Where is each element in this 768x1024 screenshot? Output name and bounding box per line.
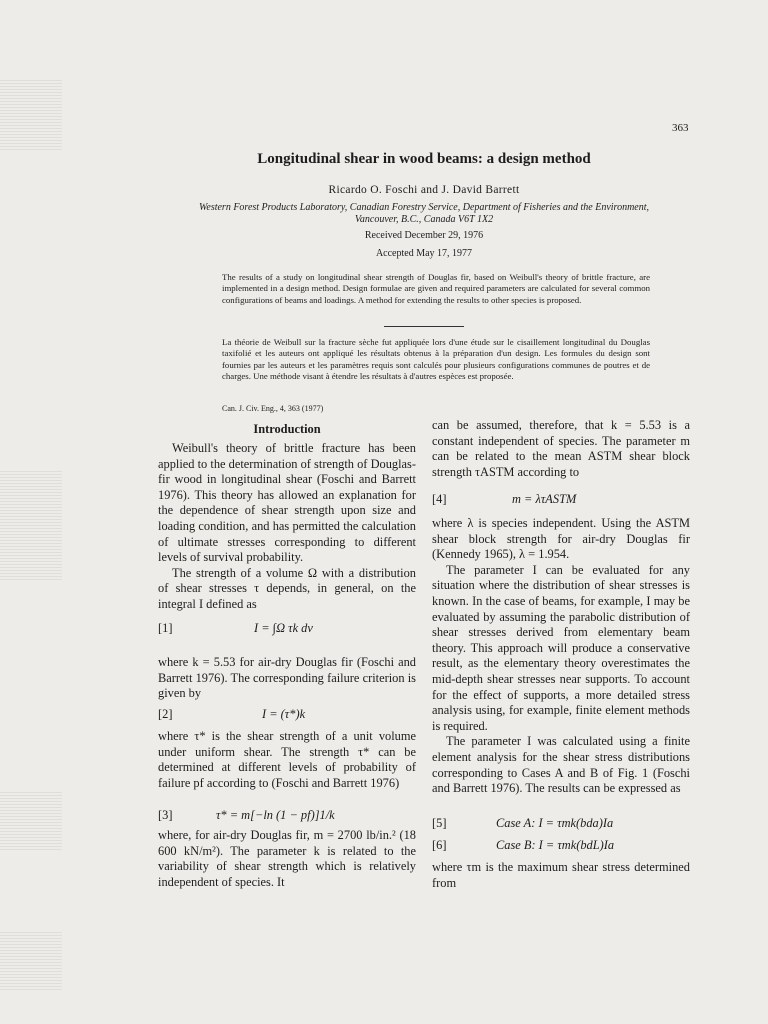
introduction-heading: Introduction (253, 422, 321, 436)
equation-4-number: [4] (432, 492, 447, 506)
equation-6-body: Case B: I = τmk(bdL)Ia (496, 838, 615, 852)
equation-5 (432, 816, 690, 836)
right-paragraph-4: The parameter I was calculated using a finite element analysis for the shear stress distributions corresponding to Cases A and B of Fig. 1 (Foschi and Barrett 1976). The results can be expressed as (432, 734, 690, 796)
left-paragraph-4-block (158, 729, 416, 791)
equation-2-number: [2] (158, 707, 173, 721)
left-paragraph-1: Weibull's theory of brittle fracture has been applied to the determination of strength of Douglas-fir wood in longitudinal shear (Foschi and Barrett 1976). This theory has allowed an explanation for the dependence of shear strength upon size and loading condition, and has permitted the calculation of ultimate stresses corresponding to different levels of survival probability. (158, 441, 416, 565)
left-paragraph-2: The strength of a volume Ω with a distribution of shear stresses τ depends, in general, on the integral I defined as (158, 565, 416, 611)
left-paragraph-3: where k = 5.53 for air-dry Douglas fir (Foschi and Barrett 1976). The corresponding failure criterion is given by (158, 655, 416, 701)
equation-1-number: [1] (158, 621, 173, 635)
paper-title: Longitudinal shear in wood beams: a design method (257, 151, 591, 167)
equation-5-number: [5] (432, 816, 447, 830)
equation-1 (158, 621, 416, 641)
scan-edge-low (0, 790, 62, 850)
equation-4 (432, 492, 690, 512)
equation-3-body: τ* = m[−ln (1 − pf)]1/k (216, 808, 335, 822)
scan-edge-mid (0, 470, 62, 580)
equation-6 (432, 838, 690, 858)
right-paragraph-5-block (432, 860, 690, 891)
accepted-date: Accepted May 17, 1977 (375, 248, 473, 259)
right-paragraph-5: where τm is the maximum shear stress determined from (432, 860, 690, 890)
scan-edge-bottom (0, 930, 62, 990)
equation-2 (158, 707, 416, 727)
left-paragraph-3-block (158, 655, 416, 702)
journal-citation: Can. J. Civ. Eng., 4, 363 (1977) (222, 404, 324, 413)
right-paragraph-3: The parameter I can be evaluated for any situation where the distribution of shear stresses is known. In the case of beams, for example, I may be evaluated by assuming the parabolic distribution of shear stresses derived from elementary beam theory. This approach will produce a conservative result, as the elementary theory overestimates the mid-depth shear stresses near supports. To account for the effect of supports, a more detailed stress analysis using, for example, finite element methods is required. (432, 562, 690, 733)
right-column-middle (432, 516, 690, 797)
left-paragraph-5-block (158, 828, 416, 890)
equation-4-body: m = λτASTM (512, 492, 577, 506)
abstract-divider (384, 326, 464, 327)
equation-1-body: I = ∫Ω τk dv (254, 621, 313, 635)
right-paragraph-1: can be assumed, therefore, that k = 5.53 is a constant independent of species. The parameter m can be related to the mean ASTM shear block strength τASTM according to (432, 418, 690, 479)
affiliation-line-2: Vancouver, B.C., Canada V6T 1X2 (354, 214, 494, 225)
left-paragraph-4: where τ* is the shear strength of a unit volume under uniform shear. The strength τ* can be determined at different levels of probability of failure pf according to (Foschi and Barrett 1976) (158, 729, 416, 790)
equation-6-number: [6] (432, 838, 447, 852)
affiliation-line-1: Western Forest Products Laboratory, Canadian Forestry Service, Department of Fisheries and the Environment, (198, 202, 650, 213)
scan-edge-top (0, 80, 62, 150)
right-paragraph-2: where λ is species independent. Using the ASTM shear block strength for air-dry Douglas fir (Kennedy 1965), λ = 1.954. (432, 516, 690, 562)
abstract-english: The results of a study on longitudinal shear strength of Douglas fir, based on Weibull's theory of brittle fracture, are implemented in a design method. Design formulae are given and required parameters are calculated for several common configurations of beams and loadings. A method for extending the results to other species is proposed. (222, 272, 650, 305)
received-date: Received December 29, 1976 (364, 230, 484, 241)
right-paragraph-1-block (432, 418, 690, 480)
left-paragraph-5: where, for air-dry Douglas fir, m = 2700 lb/in.² (18 600 kN/m²). The parameter k is related to the variability of shear strength which is relatively independent of species. It (158, 828, 416, 889)
page-number: 363 (672, 122, 689, 134)
affiliation (158, 202, 690, 226)
left-column-top (158, 441, 416, 613)
equation-3 (158, 808, 416, 828)
abstract-french: La théorie de Weibull sur la fracture sèche fut appliquée lors d'une étude sur le cisaillement longitudinal du Douglas taxifolié et les auteurs ont appliqué les résultats obtenus à la préparation d'un design. Les formules du design sont fournies par les auteurs et les paramètres requis sont calculés pour plusieurs configurations communes de poutres et de charges. Une méthode visant à étendre les résultats à d'autres espèces est proposée. (222, 337, 650, 382)
equation-3-number: [3] (158, 808, 173, 822)
authors: Ricardo O. Foschi and J. David Barrett (328, 184, 520, 196)
equation-5-body: Case A: I = τmk(bda)Ia (496, 816, 614, 830)
equation-2-body: I = (τ*)k (262, 707, 306, 721)
